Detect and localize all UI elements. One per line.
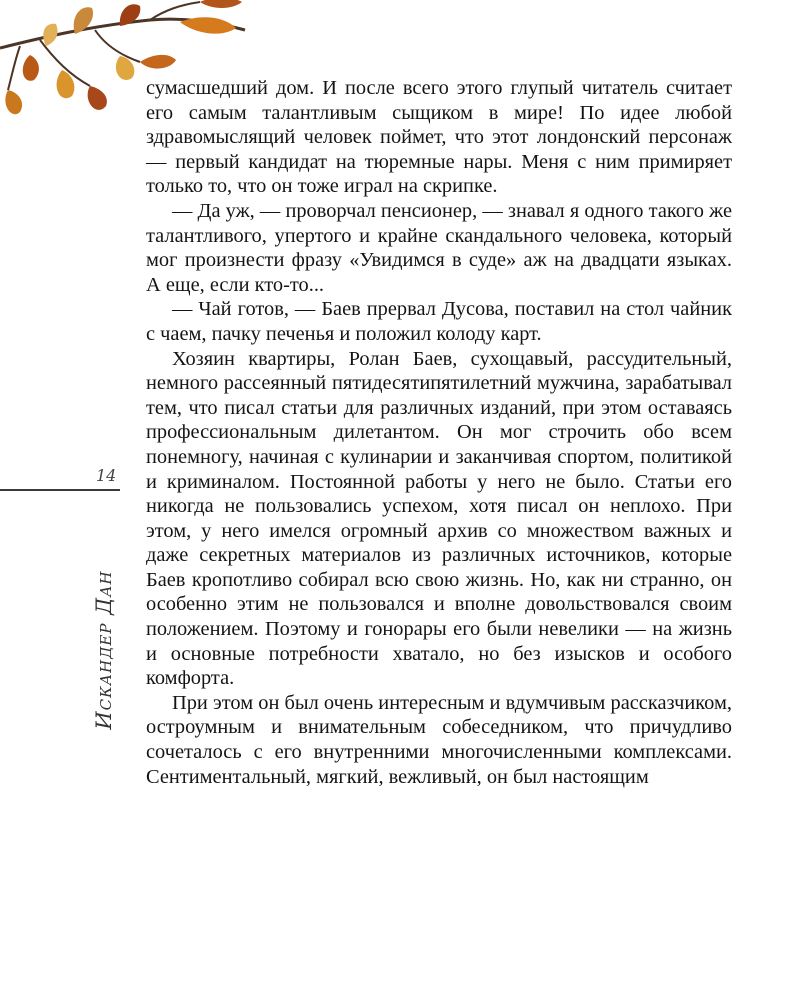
paragraph: При этом он был очень интересным и вдумчивым рассказчиком, остроумным и внимательным собеседником, что причудливо сочеталось с его внутренними многочисленными комплексами. Сентиментальный, мягкий, вежливый, он был настоящим	[146, 691, 732, 788]
paragraph: сумасшедший дом. И после всего этого глупый читатель считает его самым талантливым сыщиком в мире! По идее любой здравомыслящий человек поймет, что этот лондонский персонаж — первый кандидат на тюремные нары. Меня с ним примиряет только то, что он тоже играл на скрипке.	[146, 77, 732, 198]
margin-divider	[0, 489, 120, 491]
author-name: Искандер Дан	[92, 570, 116, 730]
paragraph: — Чай готов, — Баев прервал Дусова, поставил на стол чайник с чаем, пачку печенья и положил колоду карт.	[146, 298, 732, 345]
paragraph: Хозяин квартиры, Ролан Баев, сухощавый, рассудительный, немного рассеянный пятидесятипятилетний мужчина, зарабатывал тем, что писал статьи для различных изданий, при этом оставаясь профессиональным дилетантом. Он мог строчить обо всем понемногу, начиная с кулинарии и заканчивая спортом, политикой и криминалом. Постоянной работы у него не было. Статьи его никогда не пользовались успехом, хотя писал он неплохо. При этом, у него имелся огромный архив со множеством важных и даже секретных материалов из различных источников, которые Баев кропотливо собирал всю свою жизнь. Но, как ни странно, он особенно этим не пользовался и вполне довольствовался своим положением. Поэтому и гонорары его были невелики — на жизнь и основные потребности хватало, но без изысков и особого комфорта.	[146, 347, 732, 690]
body-text	[146, 76, 732, 789]
paragraph: — Да уж, — проворчал пенсионер, — знавал я одного такого же талантливого, упертого и крайне скандального человека, который мог произнести фразу «Увидимся в суде» аж на двадцати языках. А еще, если кто-то...	[146, 199, 732, 296]
page-number: 14	[96, 466, 117, 485]
